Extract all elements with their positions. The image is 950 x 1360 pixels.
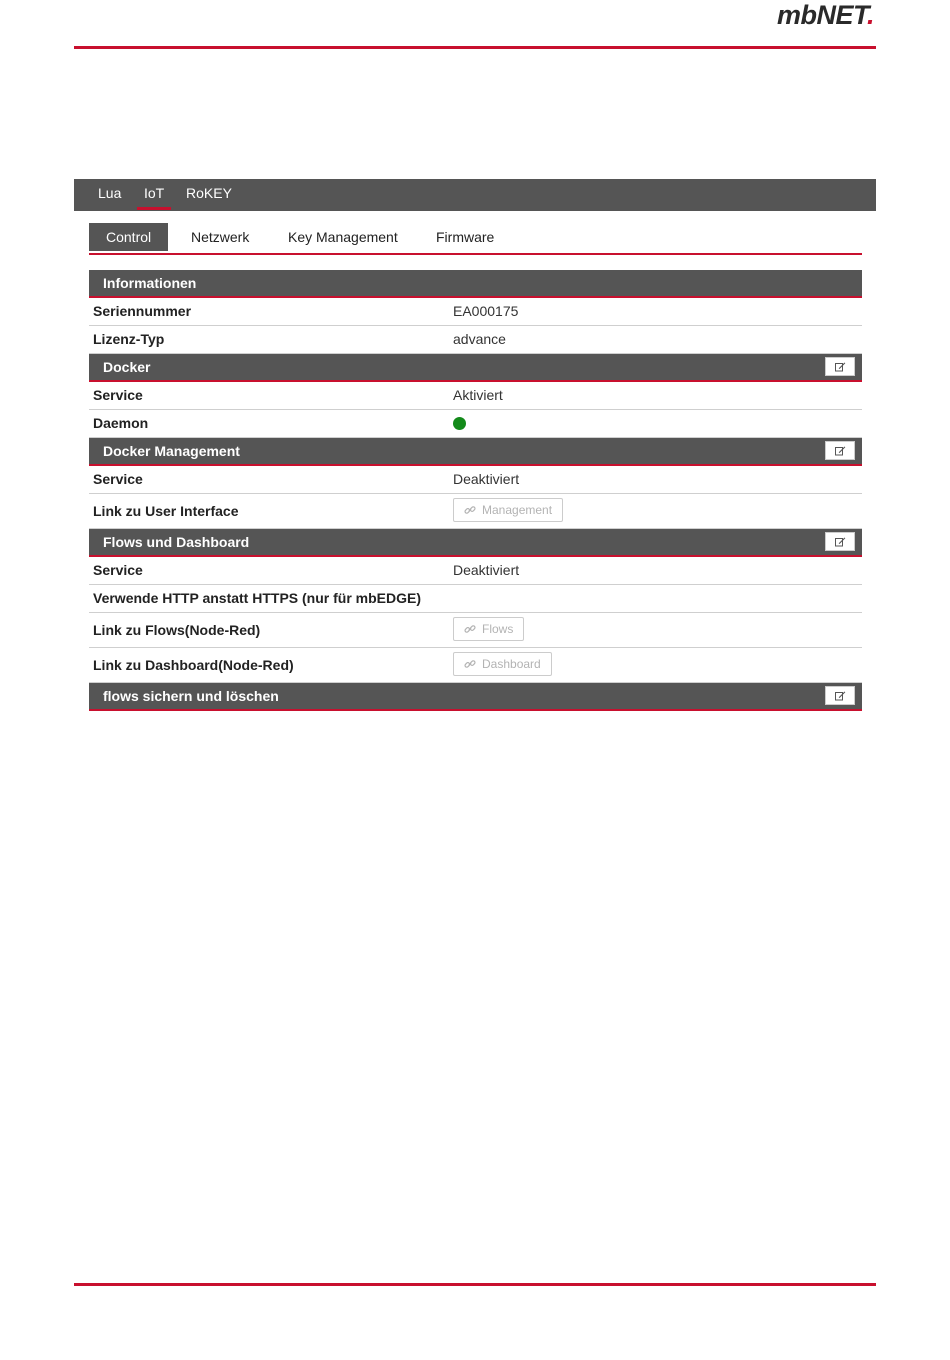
top-nav — [74, 179, 876, 211]
row-value: Aktiviert — [453, 387, 503, 403]
row-label: Link zu Flows(Node-Red) — [93, 622, 261, 638]
row-link-flows — [89, 613, 862, 648]
row-label: Lizenz-Typ — [93, 331, 165, 347]
logo-text: mbNET — [776, 0, 867, 30]
row-use-http — [89, 585, 862, 613]
control-panel — [89, 270, 862, 711]
management-link-button[interactable] — [453, 498, 563, 522]
row-label: Verwende HTTP anstatt HTTPS (nur für mbEDGE) — [93, 590, 422, 606]
section-title: Docker Management — [103, 443, 240, 459]
tab-iot[interactable]: IoT — [144, 185, 165, 201]
tab-rokey[interactable]: RoKEY — [186, 185, 232, 201]
mbnet-logo — [777, 0, 874, 31]
row-value: Deaktiviert — [453, 562, 520, 578]
row-label: Service — [93, 387, 143, 403]
row-label: Daemon — [93, 415, 149, 431]
flows-link-button[interactable] — [453, 617, 524, 641]
row-label: Link zu User Interface — [93, 503, 239, 519]
section-header-docker — [89, 354, 862, 382]
edit-flows-backup-button[interactable] — [825, 686, 855, 705]
edit-flows-button[interactable] — [825, 532, 855, 551]
edit-icon — [835, 536, 846, 547]
row-link-dashboard — [89, 648, 862, 683]
tab-key-management[interactable]: Key Management — [288, 229, 398, 245]
row-value: advance — [453, 331, 506, 347]
row-daemon — [89, 410, 862, 438]
logo-dot: . — [866, 0, 874, 30]
edit-icon — [835, 445, 846, 456]
row-value: Deaktiviert — [453, 471, 520, 487]
section-header-informationen — [89, 270, 862, 298]
row-flows-service — [89, 557, 862, 585]
row-docker-management-service — [89, 466, 862, 494]
daemon-status-indicator — [453, 417, 466, 430]
footer-divider — [74, 1283, 876, 1286]
row-docker-service — [89, 382, 862, 410]
dashboard-link-button[interactable] — [453, 652, 552, 676]
edit-icon — [835, 361, 846, 372]
button-label: Dashboard — [482, 657, 541, 671]
row-link-user-interface — [89, 494, 862, 529]
section-title: Docker — [103, 359, 151, 375]
section-title: flows sichern und löschen — [103, 688, 279, 704]
row-label: Seriennummer — [93, 303, 192, 319]
link-icon — [464, 658, 476, 670]
edit-docker-button[interactable] — [825, 357, 855, 376]
section-header-flows-dashboard — [89, 529, 862, 557]
section-header-flows-backup — [89, 683, 862, 711]
link-icon — [464, 623, 476, 635]
sub-nav — [89, 223, 862, 255]
tab-firmware[interactable]: Firmware — [436, 229, 495, 245]
link-icon — [464, 504, 476, 516]
edit-icon — [835, 690, 846, 701]
row-label: Service — [93, 562, 143, 578]
button-label: Management — [482, 503, 553, 517]
header-divider — [74, 46, 876, 49]
row-label: Service — [93, 471, 143, 487]
edit-docker-management-button[interactable] — [825, 441, 855, 460]
row-lizenz-typ — [89, 326, 862, 354]
row-value: EA000175 — [453, 303, 519, 319]
section-title: Informationen — [103, 275, 197, 291]
section-header-docker-management — [89, 438, 862, 466]
tab-netzwerk[interactable]: Netzwerk — [191, 229, 250, 245]
section-title: Flows und Dashboard — [103, 534, 250, 550]
tab-control[interactable]: Control — [89, 223, 168, 251]
button-label: Flows — [482, 622, 514, 636]
row-label: Link zu Dashboard(Node-Red) — [93, 657, 294, 673]
tab-lua[interactable]: Lua — [98, 185, 122, 201]
row-seriennummer — [89, 298, 862, 326]
